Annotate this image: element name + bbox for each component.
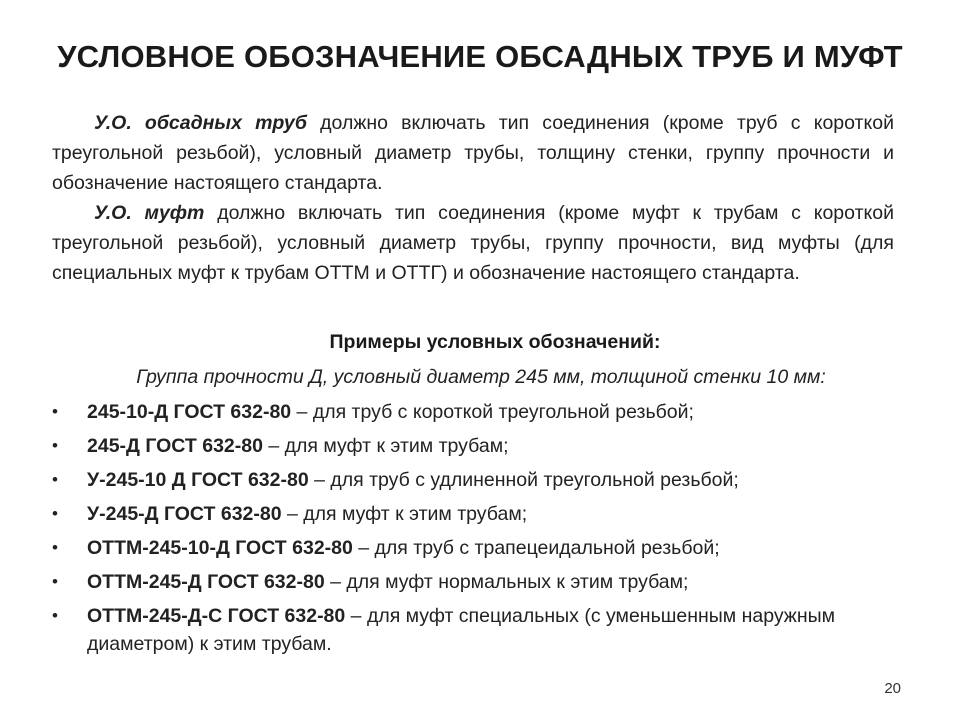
list-item [52,568,912,596]
examples-heading: Примеры условных обозначений: [329,331,661,353]
bullet-icon: • [52,504,58,523]
examples-subheading: Группа прочности Д, условный диаметр 245 мм, толщиной стенки 10 мм: [136,366,826,388]
designation-description: – для труб с короткой треугольной резьбой; [291,401,694,423]
designation-code: ОТТМ-245-Д-С ГОСТ 632-80 [87,605,346,627]
list-item [52,602,912,658]
bullet-icon: • [52,606,58,625]
paragraph-couplings [52,198,894,288]
list-item [52,500,912,528]
designation-description: – для муфт к этим трубам; [262,435,509,457]
designation-code: У-245-10 Д ГОСТ 632-80 [87,469,309,491]
page-title: УСЛОВНОЕ ОБОЗНАЧЕНИЕ ОБСАДНЫХ ТРУБ И МУФТ [57,38,903,74]
designation-code: У-245-Д ГОСТ 632-80 [87,503,282,525]
bullet-icon: • [52,436,58,455]
designation-description: – для труб с трапецеидальной резьбой; [352,537,720,559]
designation-code: ОТТМ-245-10-Д ГОСТ 632-80 [87,537,353,559]
paragraph-lead: У.О. обсадных труб [94,111,307,134]
list-item [52,398,912,426]
list-item [52,432,912,460]
bullet-icon: • [52,402,58,421]
bullet-icon: • [52,470,58,489]
paragraph-lead: У.О. муфт [94,201,205,224]
bullet-icon: • [52,572,58,591]
examples-list [52,398,912,664]
designation-description: – для муфт нормальных к этим трубам; [324,571,689,593]
designation-description: – для труб с удлиненной треугольной резьбой; [308,469,739,491]
paragraph-text: должно включать тип соединения (кроме муфт к трубам с короткой треугольной резьбой), условный диаметр трубы, группу прочности, вид муфты (для специальных муфт к трубам ОТТМ и ОТТГ) и обозначение настоящего стандарта. [52,201,894,284]
designation-description: – для муфт к этим трубам; [281,503,528,525]
list-item [52,534,912,562]
designation-code: 245-Д ГОСТ 632-80 [87,435,263,457]
bullet-icon: • [52,538,58,557]
paragraph-casing-pipes [52,108,894,198]
designation-code: ОТТМ-245-Д ГОСТ 632-80 [87,571,325,593]
designation-description: – для муфт специальных (с уменьшенным наружным диаметром) к этим трубам. [87,605,836,655]
designation-code: 245-10-Д ГОСТ 632-80 [87,401,292,423]
paragraph-text: должно включать тип соединения (кроме труб с короткой треугольной резьбой), условный диаметр трубы, толщину стенки, группу прочности и обозначение настоящего стандарта. [52,111,894,194]
list-item [52,466,912,494]
page-number: 20 [884,680,901,697]
